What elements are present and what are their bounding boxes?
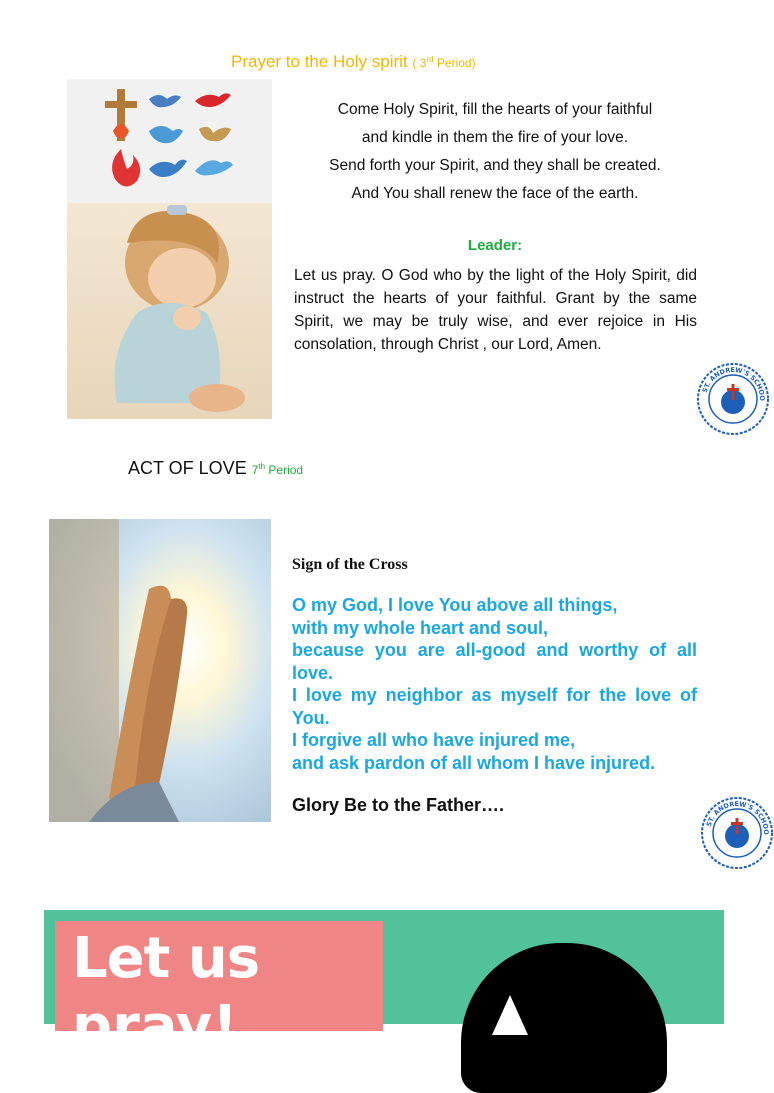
dove-icon xyxy=(149,160,187,177)
flame-icon xyxy=(112,149,140,187)
leader-label: Leader: xyxy=(467,237,523,254)
dove-icon xyxy=(195,160,233,175)
dove-icon xyxy=(149,126,183,143)
school-seal-logo xyxy=(700,796,774,870)
holy-spirit-prayer-text: Come Holy Spirit, fill the hearts of your faithful and kindle in them the fire of your love. Send forth your Spirit, and they shall be created. And You shall renew the face of the earth. xyxy=(329,101,661,202)
dove-icon xyxy=(199,127,231,142)
svg-text:ST. ANDREW'S SCHOOL: ST. ANDREW'S SCHOO xyxy=(704,799,771,835)
prayer-holy-spirit-title: Prayer to the Holy spirit ( 3rd Period) xyxy=(231,52,476,71)
let-us-pray-banner xyxy=(44,910,724,1059)
banner-text-line2: pray! xyxy=(72,994,238,1059)
holy-spirit-symbols-image xyxy=(67,79,272,203)
glory-be-text: Glory Be to the Father…. xyxy=(292,795,505,815)
dove-icon xyxy=(195,93,231,107)
praying-child-image xyxy=(67,203,272,419)
leader-prayer-text: Let us pray. O God who by the light of the Holy Spirit, did instruct the hearts of your faithful. Grant by the same Spirit, we may be truly wise, and ever rejoice in His consolation, through Christ , our Lord, Amen. xyxy=(294,267,697,353)
dove-icon xyxy=(149,95,181,107)
cross-icon xyxy=(105,89,137,141)
sign-of-the-cross-heading: Sign of the Cross xyxy=(292,556,408,573)
svg-text:ST. ANDREW'S SCHOOL: ST. ANDREW'S SCHOO xyxy=(700,365,767,401)
school-seal-logo xyxy=(696,362,770,436)
banner-text-line1: Let us xyxy=(72,926,260,991)
silhouette-hands-icon xyxy=(492,995,528,1035)
praying-hands-image xyxy=(49,519,271,822)
act-of-love-prayer-text: O my God, I love You above all things, with my whole heart and soul, because you are all-good and worthy of all love. I love my neighbor as myself for the love of You. I forgive all who have injured me, and ask pardon of all whom I have injured. xyxy=(292,595,697,773)
act-of-love-title: ACT OF LOVE 7th Period xyxy=(128,458,304,478)
